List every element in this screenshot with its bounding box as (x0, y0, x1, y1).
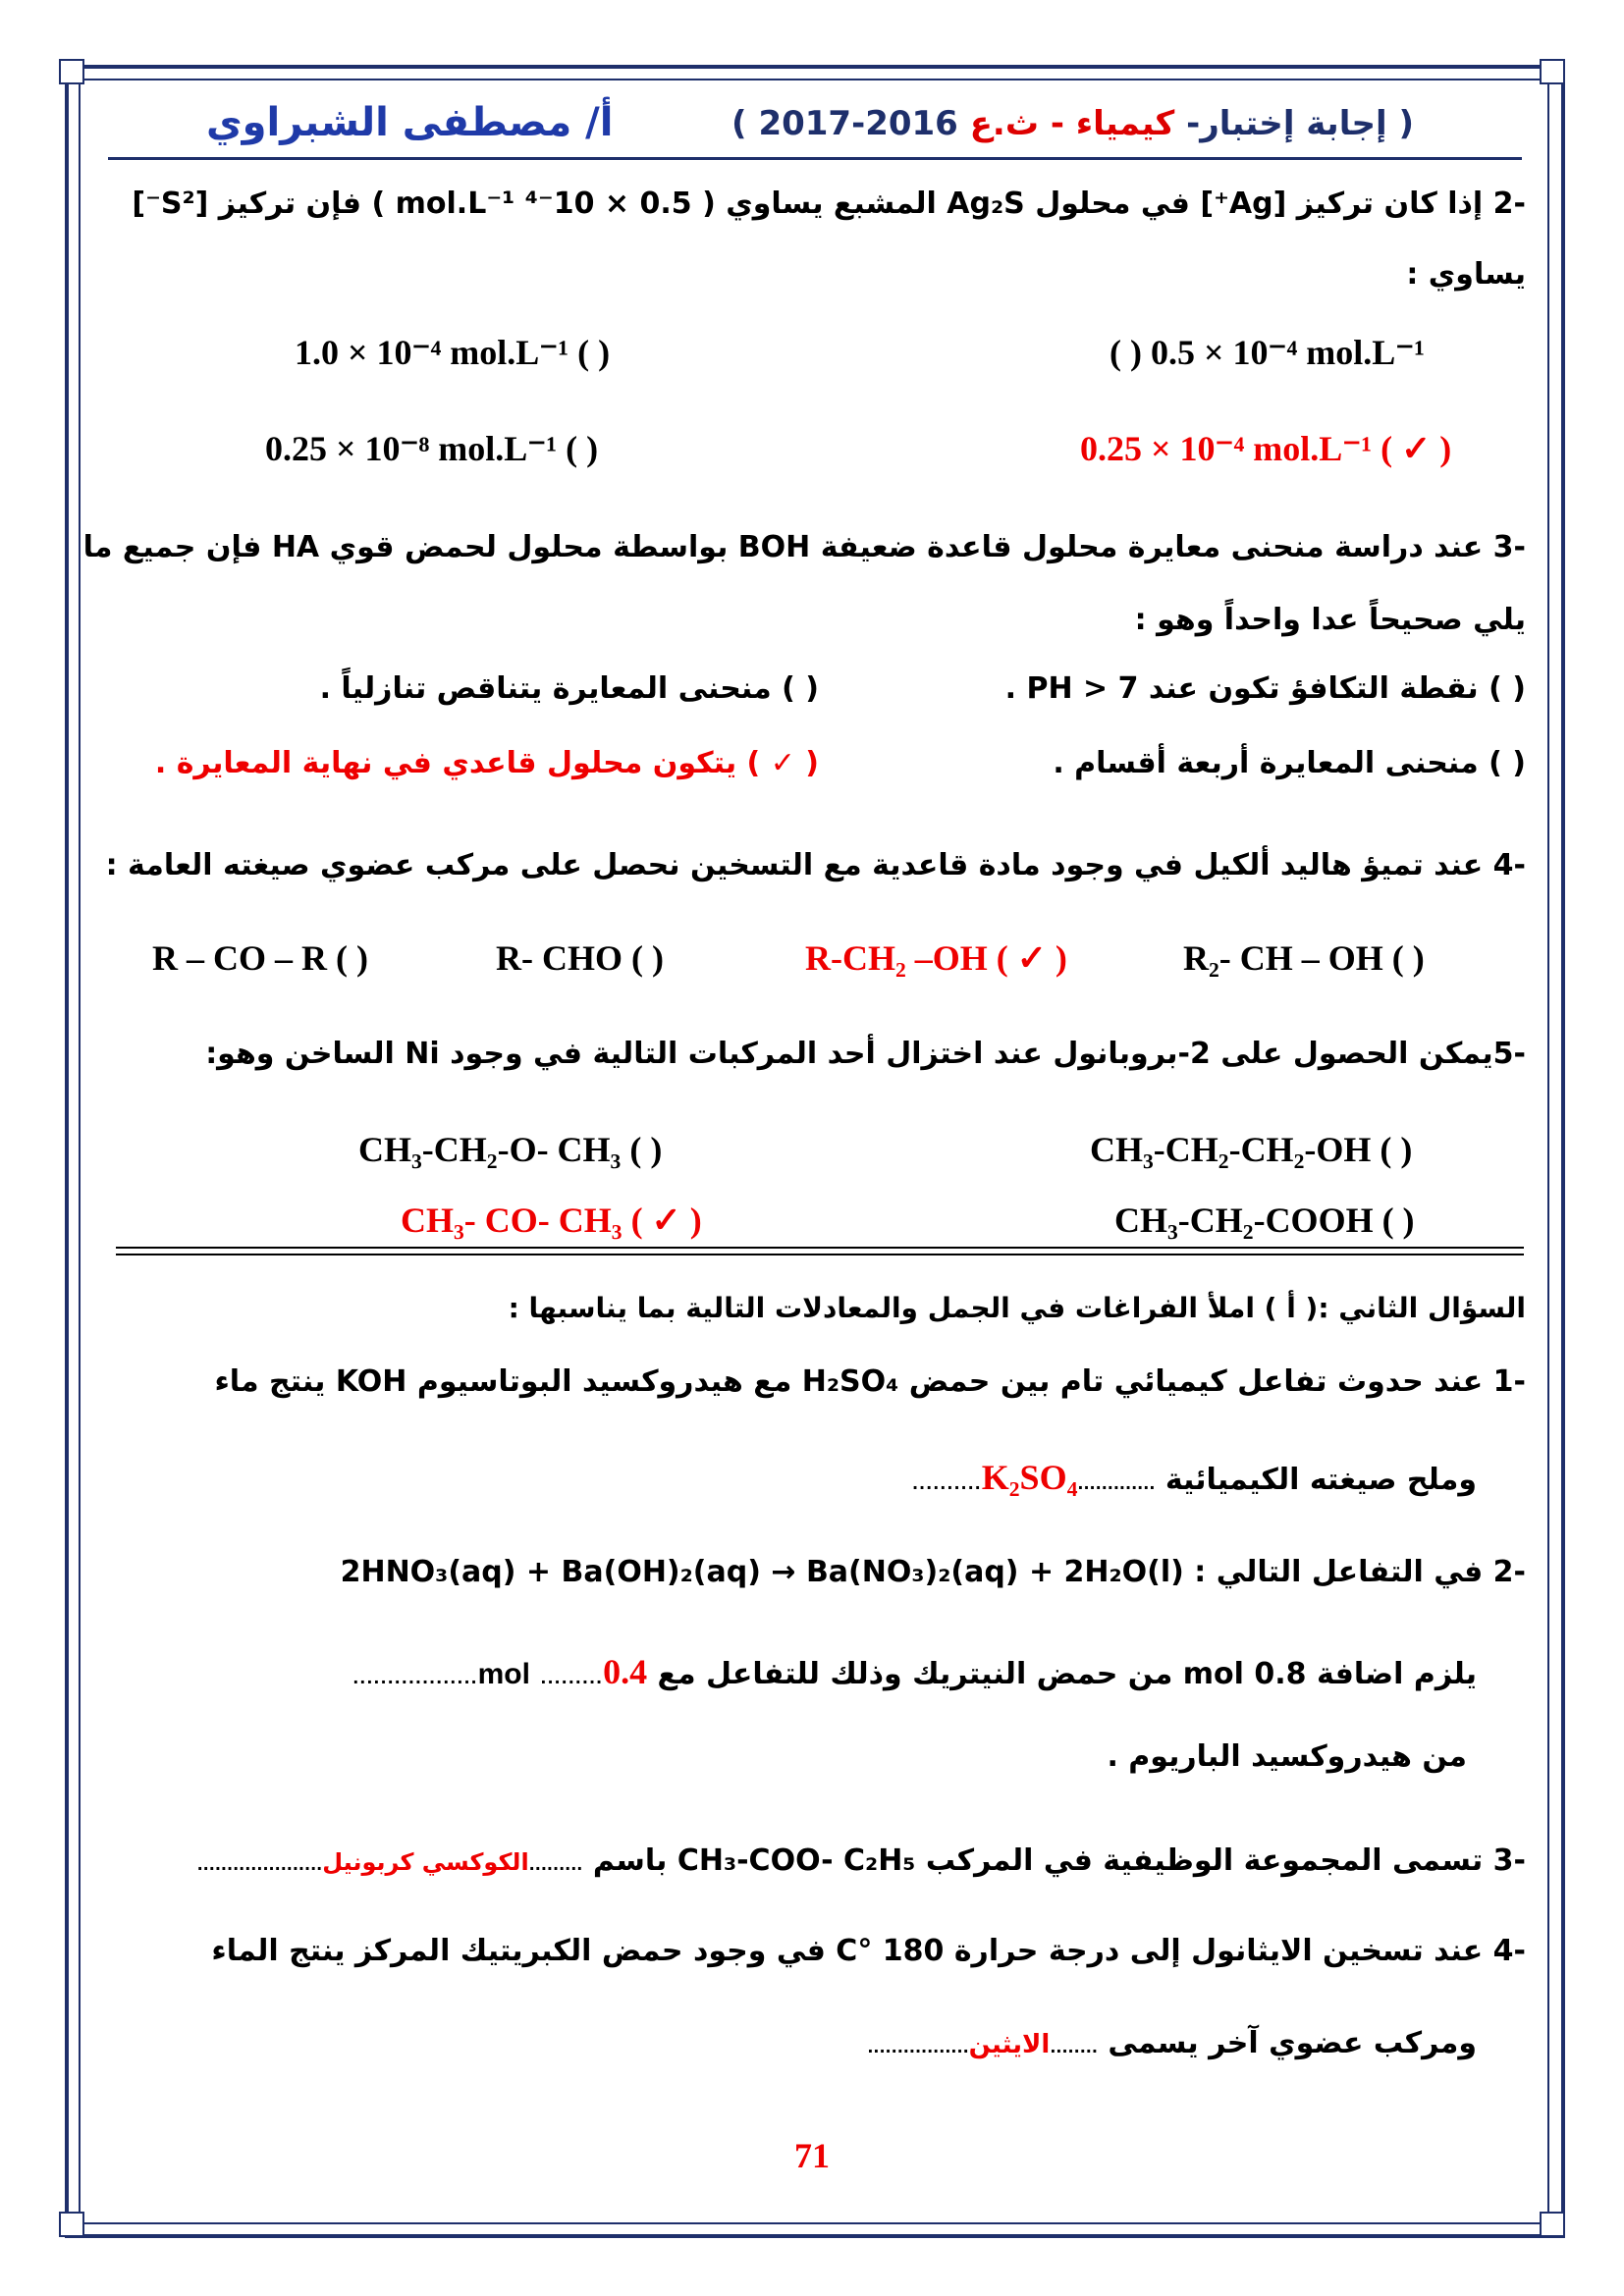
fill-1-answer: K₂SO₄ (981, 1458, 1078, 1497)
page-number: 71 (794, 2136, 830, 2175)
q2-option-c-correct: 0.25 × 10⁻⁴ mol.L⁻¹ ( ✓ ) (1080, 429, 1452, 468)
q4-option-d: R – CO – R ( ) (152, 938, 368, 978)
q3-option-b: ( ) منحنى المعايرة يتناقص تنازلياً . (319, 671, 819, 706)
q3-option-a: ( ) نقطة التكافؤ تكون عند PH > 7 . (1004, 671, 1526, 706)
fill-4-line1: -4 عند تسخين الايثانول إلى درجة حرارة 180 °C في وجود حمض الكبريتيك المركز ينتج الماء (211, 1934, 1526, 1968)
fill-3-answer: الكوكسي كربونيل (322, 1848, 529, 1876)
q2-option-b: 1.0 × 10⁻⁴ mol.L⁻¹ ( ) (295, 333, 611, 372)
q3-stem-cont: يلي صحيحاً عدا واحداً وهو : (1134, 603, 1526, 637)
corner-ornament (59, 2212, 84, 2237)
q5-option-b: CH₃-CH₂-O- CH₃ ( ) (358, 1130, 663, 1169)
q4-option-a: R₂- CH – OH ( ) (1183, 938, 1425, 978)
exam-title: ( إجابة إختبار- كيمياء - ث.ع 2016-2017 ) (731, 104, 1414, 143)
q2-stem-cont: يساوي : (1406, 257, 1526, 292)
fill-4-answer: الايثين (968, 2030, 1051, 2059)
page-header (108, 98, 1522, 153)
fill-1-line1: -1 عند حدوث تفاعل كيميائي تام بين حمض H₂SO₄ مع هيدروكسيد البوتاسيوم KOH ينتج ماء (214, 1364, 1526, 1399)
corner-ornament (1540, 59, 1565, 84)
q5-option-a: CH₃-CH₂-CH₂-OH ( ) (1090, 1130, 1413, 1169)
q3-stem: -3 عند دراسة منحنى معايرة محلول قاعدة ضعيفة BOH بواسطة محلول لحمض قوي HA فإن جميع ما (82, 530, 1526, 564)
header-divider (108, 157, 1522, 160)
section-divider (116, 1247, 1524, 1249)
fill-3-line: -3 تسمى المجموعة الوظيفية في المركب CH₃-COO- C₂H₅ باسم .........الكوكسي كربونيل..................... (196, 1843, 1526, 1878)
q4-stem: -4 عند تميؤ هاليد ألكيل في وجود مادة قاعدية مع التسخين نحصل على مركب عضوي صيغته العامة : (105, 848, 1526, 882)
q5-option-c: CH₃-CH₂-COOH ( ) (1114, 1201, 1415, 1240)
fill-2-line2: يلزم اضافة 0.8 mol من حمض النيتريك وذلك للتفاعل مع mol .........0.4.................. (352, 1652, 1477, 1691)
fill-2-line1: -2 في التفاعل التالي : 2HNO₃(aq) + Ba(OH)₂(aq) → Ba(NO₃)₂(aq) + 2H₂O(l) (340, 1555, 1526, 1589)
q3-option-d-correct: ( ✓ ) يتكون محلول قاعدي في نهاية المعايرة . (154, 746, 819, 780)
author-name: أ/ مصطفى الشبراوي (206, 100, 614, 145)
section-divider (116, 1254, 1524, 1255)
corner-ornament (1540, 2212, 1565, 2237)
corner-ornament (59, 59, 84, 84)
q2-option-d: 0.25 × 10⁻⁸ mol.L⁻¹ ( ) (265, 429, 599, 468)
q3-option-c: ( ) منحنى المعايرة أربعة أقسام . (1053, 746, 1526, 780)
section2-title: السؤال الثاني :( أ ) املأ الفراغات في الجمل والمعادلات التالية بما يناسبها : (508, 1292, 1526, 1324)
fill-4-line2: ومركب عضوي آخر يسمى ........الايثين................. (867, 2026, 1477, 2060)
q5-stem: -5يمكن الحصول على 2-بروبانول عند اختزال أحد المركبات التالية في وجود Ni الساخن وهو: (205, 1037, 1526, 1071)
fill-2-answer: 0.4 (603, 1652, 648, 1691)
q2-stem: -2 إذا كان تركيز [Ag⁺] في محلول Ag₂S المشبع يساوي ( 0.5 × 10⁻⁴ mol.L⁻¹ ) فإن تركيز [S²⁻] (132, 187, 1526, 221)
fill-1-line2: وملح صيغته الكيميائية .............K₂SO₄.......... (911, 1458, 1477, 1497)
q4-option-b-correct: R-CH₂ –OH ( ✓ ) (805, 938, 1067, 978)
q5-option-d-correct: CH₃- CO- CH₃ ( ✓ ) (401, 1201, 702, 1240)
q4-option-c: R- CHO ( ) (496, 938, 664, 978)
fill-2-line3: من هيدروكسيد الباريوم . (1107, 1739, 1467, 1774)
q2-option-a: ( ) 0.5 × 10⁻⁴ mol.L⁻¹ (1110, 333, 1426, 372)
